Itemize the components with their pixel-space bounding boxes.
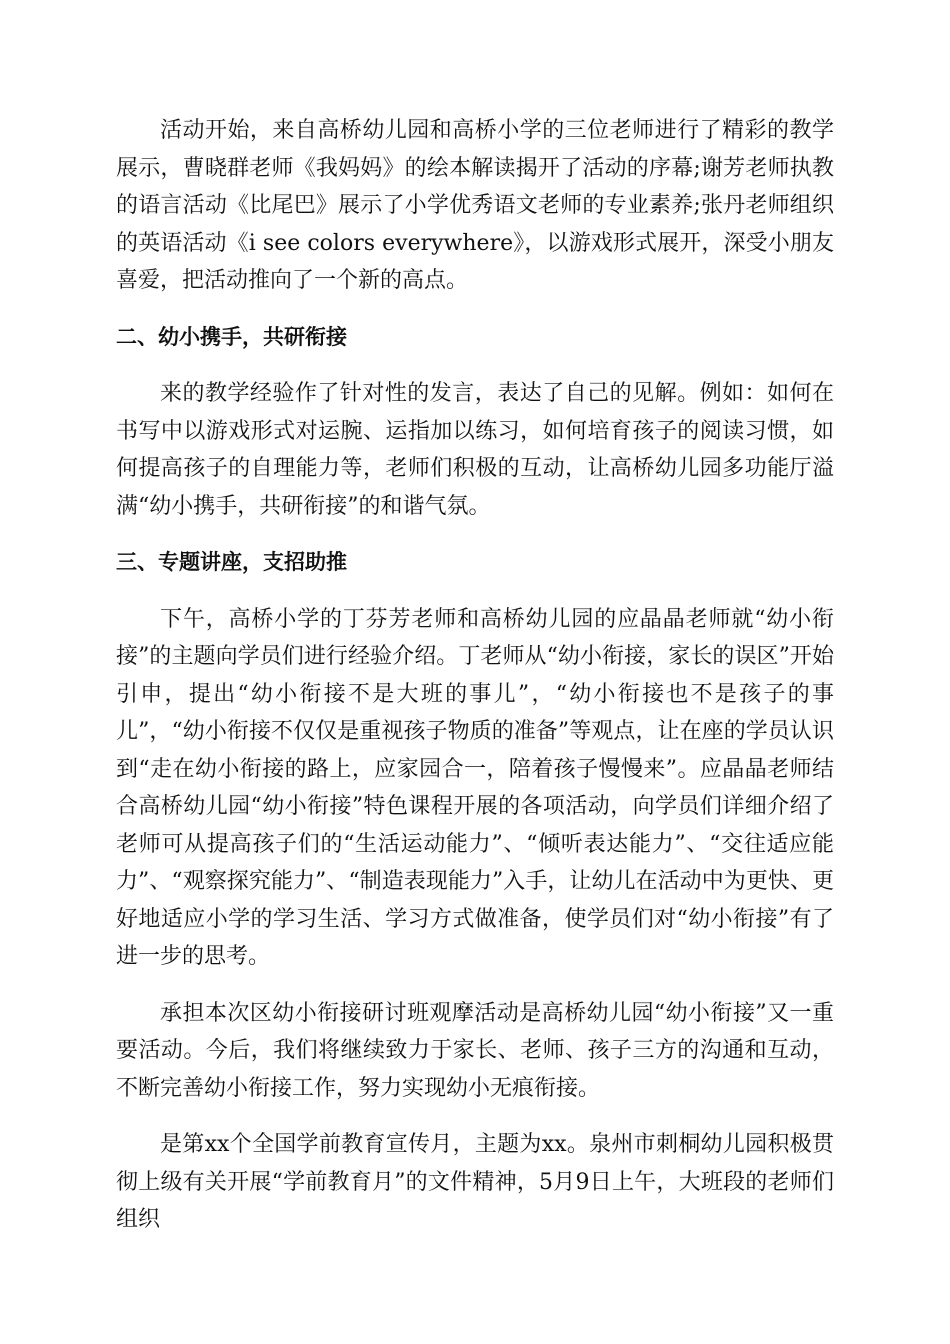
section-heading-3: 三、专题讲座，支招助推 [116, 550, 347, 574]
paragraph-teaching-experience: 来的教学经验作了针对性的发言，表达了自己的见解。例如：如何在书写中以游戏形式对运腕、运指加以练习，如何培育孩子的阅读习惯，如何提高孩子的自理能力等，老师们积极的互动，让高桥幼儿园多功能厅溢满“幼小携手，共研衔接”的和谐气氛。 [116, 381, 834, 519]
paragraph-conclusion: 承担本次区幼小衔接研讨班观摩活动是高桥幼儿园“幼小衔接”又一重要活动。今后，我们将继续致力于家长、老师、孩子三方的沟通和互动，不断完善幼小衔接工作，努力实现幼小无痕衔接。 [116, 1000, 834, 1101]
section-heading-2: 二、幼小携手，共研衔接 [116, 324, 347, 349]
paragraph-preschool-month: 是第xx个全国学前教育宣传月，主题为xx。泉州市刺桐幼儿园积极贯彻上级有关开展“学前教育月”的文件精神，5月9日上午，大班段的老师们组织 [116, 1132, 834, 1232]
document-body [116, 112, 834, 1239]
paragraph-activity-opening: 活动开始，来自高桥幼儿园和高桥小学的三位老师进行了精彩的教学展示，曹晓群老师《我妈妈》的绘本解读揭开了活动的序幕;谢芳老师执教的语言活动《比尾巴》展示了小学优秀语文老师的专业素养;张丹老师组织的英语活动《i see colors everywhere》，以游戏形式展开，深受小朋友喜爱，把活动推向了一个新的高点。 [116, 118, 834, 293]
paragraph-lecture: 下午，高桥小学的丁芬芳老师和高桥幼儿园的应晶晶老师就“幼小衔接”的主题向学员们进行经验介绍。丁老师从“幼小衔接，家长的误区”开始引申，提出“幼小衔接不是大班的事儿”，“幼小衔接也不是孩子的事儿”，“幼小衔接不仅仅是重视孩子物质的准备”等观点，让在座的学员认识到“走在幼小衔接的路上，应家园合一，陪着孩子慢慢来”。应晶晶老师结合高桥幼儿园“幼小衔接”特色课程开展的各项活动，向学员们详细介绍了老师可从提高孩子们的“生活运动能力”、“倾听表达能力”、“交往适应能力”、“观察探究能力”、“制造表现能力”入手，让幼儿在活动中为更快、更好地适应小学的学习生活、学习方式做准备，使学员们对“幼小衔接”有了进一步的思考。 [116, 606, 834, 969]
